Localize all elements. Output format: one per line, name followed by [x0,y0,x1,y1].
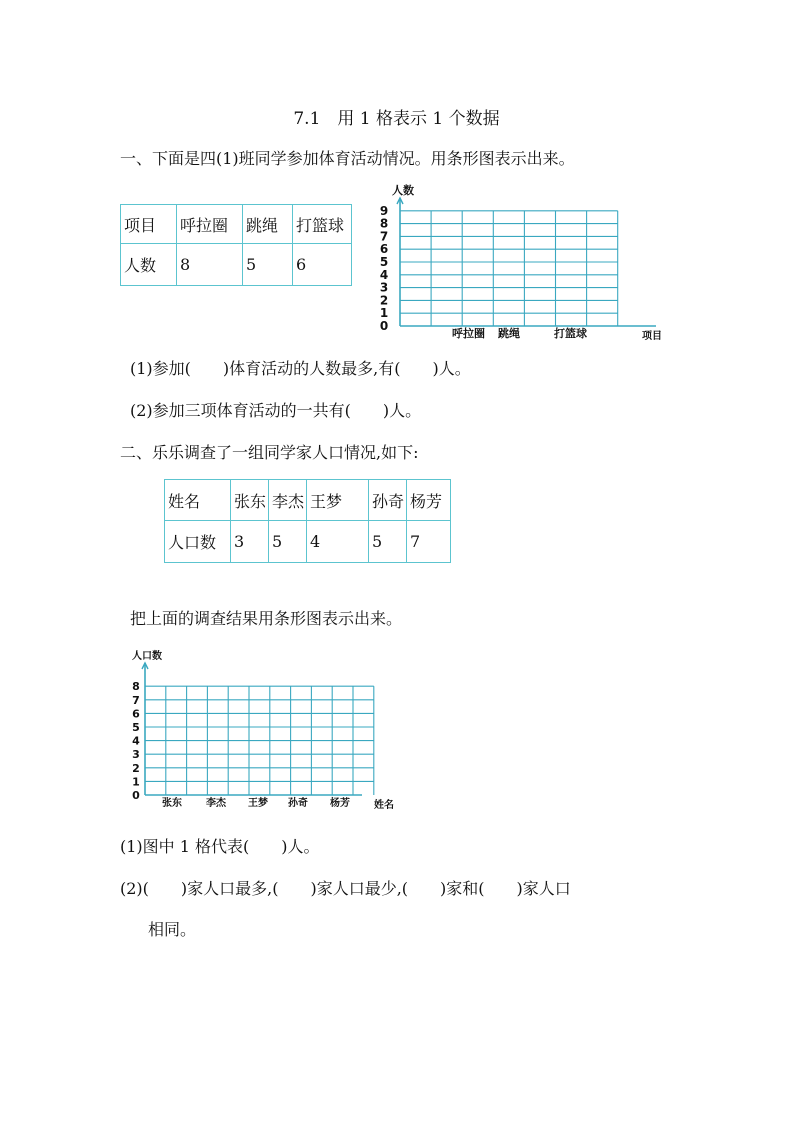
section1-question-2: (2)参加三项体育活动的一共有( )人。 [130,401,422,420]
page-title: 7.1 用 1 格表示 1 个数据 [293,109,500,129]
table-cell: 5 [369,521,407,563]
section2-grid-chart [126,645,416,815]
y-tick-label: 7 [379,229,389,244]
category-label: 王梦 [248,798,268,809]
table-cell: 跳绳 [243,205,293,244]
x-axis-label: 姓名 [374,800,394,811]
table-cell: 人口数 [165,521,231,563]
y-tick-label: 7 [132,693,140,707]
y-tick-label: 5 [379,255,389,269]
y-tick-label: 3 [379,280,389,295]
table-cell: 人数 [121,244,177,286]
table-cell: 7 [407,521,451,563]
y-axis-label: 人口数 [132,651,162,662]
section2-question-2-line2: 相同。 [148,920,197,939]
section2-table [164,479,451,563]
y-tick-label: 0 [379,319,389,333]
section2-question-2-line1: (2)( )家人口最多,( )家人口最少,( )家和( )家人口 [120,879,571,898]
table-row [165,521,451,563]
category-label: 跳绳 [498,327,520,340]
y-tick-label: 0 [132,789,140,802]
y-tick-label: 4 [379,267,389,282]
category-label: 李杰 [206,798,226,809]
table-cell: 5 [243,244,293,286]
table-cell: 3 [231,521,269,563]
category-label: 打篮球 [554,327,587,340]
table-cell: 杨芳 [407,480,451,521]
section2-heading: 二、乐乐调查了一组同学家人口情况,如下: [120,443,419,462]
table-cell: 6 [293,244,352,286]
category-label: 孙奇 [288,798,308,809]
section1-heading: 一、下面是四(1)班同学参加体育活动情况。用条形图表示出来。 [120,149,575,168]
table-cell: 呼拉圈 [177,205,243,244]
y-tick-label: 4 [132,734,140,748]
table-cell: 张东 [231,480,269,521]
y-tick-label: 8 [379,216,389,231]
y-tick-label: 8 [132,680,140,694]
y-tick-label: 9 [379,203,389,218]
category-label: 呼拉圈 [452,327,485,340]
y-tick-label: 6 [379,242,389,257]
table-cell: 姓名 [165,480,231,521]
table-cell: 王梦 [307,480,369,521]
y-tick-label: 5 [132,721,140,734]
category-label: 杨芳 [330,798,350,809]
table-cell: 孙奇 [369,480,407,521]
section1-grid-chart [370,180,680,345]
y-tick-label: 2 [132,761,140,775]
section1-question-1: (1)参加( )体育活动的人数最多,有( )人。 [130,359,471,378]
table-cell: 4 [307,521,369,563]
table-row [121,244,352,286]
y-tick-label: 2 [379,293,389,308]
y-tick-label: 3 [132,748,140,762]
x-axis-label: 项目 [642,331,662,342]
table-cell: 8 [177,244,243,286]
table-row [121,205,352,244]
table-cell: 打篮球 [293,205,352,244]
table-cell: 李杰 [269,480,307,521]
table-row [165,480,451,521]
section2-question-1: (1)图中 1 格代表( )人。 [120,837,320,856]
table-cell: 项目 [121,205,177,244]
y-tick-label: 1 [132,775,140,789]
y-tick-label: 6 [132,707,140,721]
table-cell: 5 [269,521,307,563]
section2-instruction: 把上面的调查结果用条形图表示出来。 [130,609,403,628]
section1-table [120,204,352,286]
y-axis-label: 人数 [392,184,414,197]
category-label: 张东 [162,798,182,809]
y-tick-label: 1 [379,306,389,321]
